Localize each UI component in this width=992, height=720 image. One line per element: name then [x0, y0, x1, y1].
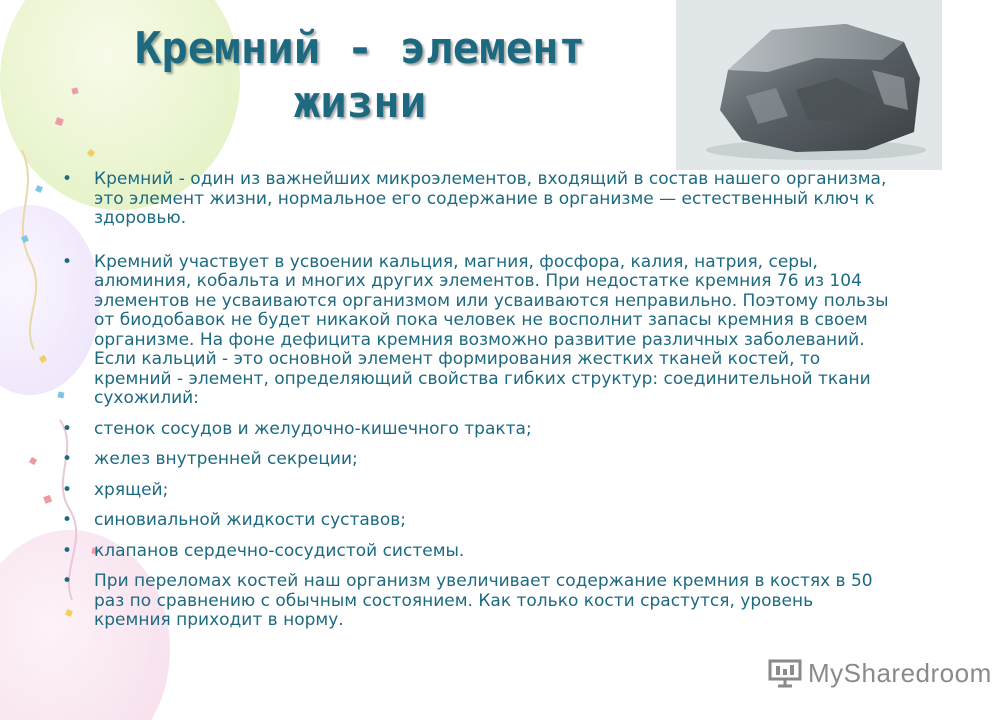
list-item [58, 511, 893, 531]
list-item-text: Кремний участвует в усвоении кальция, магния, фосфора, калия, натрия, серы, алюминия, кобальта и многих других элементов. При недостатке кремния 76 из 104 элементов не усваиваются организмом или усваиваются неправильно. Поэтому пользы от биодобавок не будет никакой пока человек не восполнит запасы кремния в своем организме. На фоне дефицита кремния возможно развитие различных заболеваний. Если кальций - это основной элемент формирования жестких тканей костей, то кремний - элемент, определяющий свойства гибких структур: соединительной ткани сухожилий: [94, 251, 889, 408]
bullet-icon: • [62, 449, 73, 469]
list-item-text: синовиальной жидкости суставов; [94, 510, 406, 530]
slide-title [60, 22, 660, 130]
list-item-text: стенок сосудов и желудочно-кишечного тракта; [94, 418, 532, 439]
list-item [58, 420, 893, 440]
list-item-text: Кремний - один из важнейших микроэлементов, входящий в состав нашего организма, это элемент жизни, нормальное его содержание в организме — естественный ключ к здоровью. [94, 169, 887, 228]
bullet-icon: • [62, 418, 73, 439]
list-item [58, 542, 893, 562]
presentation-board-icon [768, 658, 802, 688]
list-item-text: хрящей; [94, 479, 169, 500]
bullet-icon: • [62, 169, 73, 189]
list-item [58, 450, 893, 470]
watermark-text: MySharedroom [808, 657, 992, 688]
slide-title-line-2: жизни [293, 77, 427, 128]
watermark [768, 656, 992, 690]
list-item-text: клапанов сердечно-сосудистой системы. [94, 540, 465, 561]
bullet-icon: • [62, 571, 73, 591]
bullet-icon: • [62, 540, 73, 561]
bullet-icon: • [62, 510, 73, 530]
silicon-rock-photo [676, 0, 942, 170]
list-item-text: При переломах костей наш организм увеличивает содержание кремния в костях в 50 раз по сравнению с обычным состоянием. Как только кости срастутся, уровень кремния приходит в норму. [94, 571, 873, 630]
list-item [58, 253, 893, 409]
list-item-text: желез внутренней секреции; [94, 449, 358, 469]
list-item [58, 170, 893, 229]
slide-title-line-1: Кремний - элемент [134, 23, 586, 74]
bullet-icon: • [62, 479, 73, 500]
list-item [58, 481, 893, 501]
list-item [58, 572, 893, 631]
bullet-icon: • [62, 251, 73, 272]
bullet-list [58, 170, 893, 642]
